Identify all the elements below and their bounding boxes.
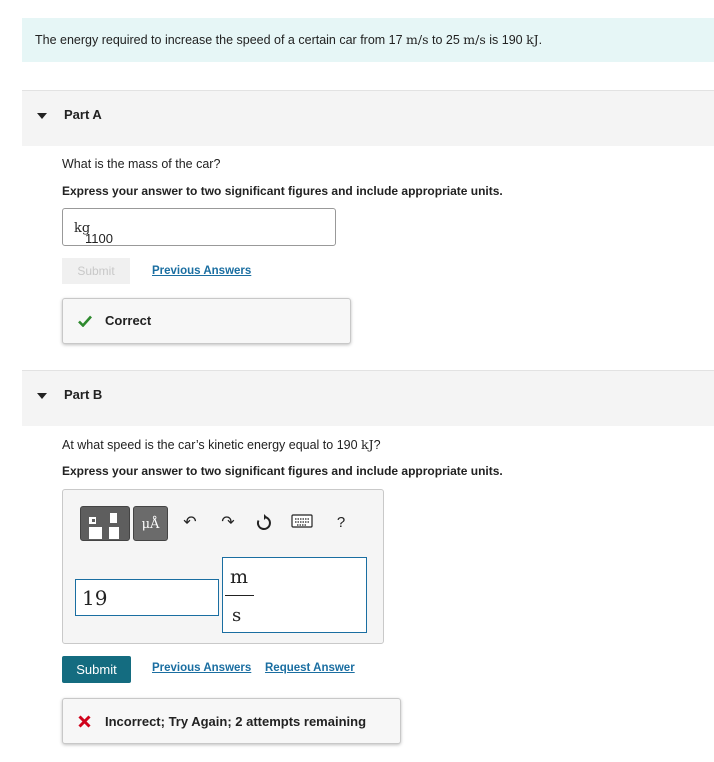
part-b-question: [62, 437, 381, 452]
part-b-question-text: At what speed is the car’s kinetic energy equal to 190: [62, 438, 362, 452]
part-b-instruction: Express your answer to two significant figures and include appropriate units.: [62, 464, 503, 478]
part-a-title: Part A: [64, 107, 102, 122]
speed-value-input[interactable]: [75, 579, 219, 616]
part-b-title: Part B: [64, 387, 103, 402]
part-a-submit-button[interactable]: Submit: [62, 258, 130, 284]
part-b-question-end: ?: [373, 438, 381, 452]
templates-button[interactable]: [80, 506, 130, 541]
undo-icon[interactable]: ↶: [183, 514, 197, 531]
part-b-feedback-text: Incorrect; Try Again; 2 attempts remaining: [105, 714, 367, 729]
units-button[interactable]: μÅ: [133, 506, 168, 541]
problem-text-3: is 190: [485, 33, 527, 47]
fraction-bar: [225, 595, 254, 596]
part-a-answer-field[interactable]: [62, 208, 336, 246]
unit-energy: kJ: [526, 32, 539, 47]
part-a-header[interactable]: [22, 90, 714, 146]
unit-speed-1: m/s: [406, 32, 429, 47]
unit-denominator: s: [232, 605, 242, 626]
part-a-feedback: [62, 298, 351, 344]
part-b-question-unit: kJ: [361, 437, 374, 452]
part-a-answer-unit: kg: [74, 221, 91, 236]
request-answer-link[interactable]: Request Answer: [265, 662, 355, 674]
unit-speed-2: m/s: [463, 32, 486, 47]
collapse-triangle-icon[interactable]: [37, 113, 47, 119]
reset-icon[interactable]: [255, 514, 273, 532]
part-b-feedback: [62, 698, 401, 744]
problem-text-1: The energy required to increase the speed of a certain car from 17: [35, 33, 407, 47]
collapse-triangle-icon[interactable]: [37, 393, 47, 399]
x-icon: [78, 715, 91, 728]
speed-value: 19: [82, 586, 108, 610]
problem-text-4: .: [538, 33, 543, 47]
part-b-submit-button[interactable]: Submit: [62, 656, 131, 683]
part-a-instruction: Express your answer to two significant figures and include appropriate units.: [62, 184, 503, 198]
part-a-feedback-text: Correct: [105, 313, 152, 328]
problem-statement: [22, 18, 714, 62]
unit-numerator: m: [230, 566, 249, 588]
check-icon: [78, 315, 92, 327]
part-a-question: What is the mass of the car?: [62, 157, 221, 171]
part-b-previous-answers-link[interactable]: Previous Answers: [152, 662, 252, 674]
problem-text-2: to 25: [428, 33, 464, 47]
help-icon[interactable]: ?: [336, 514, 346, 531]
templates-icon: [81, 507, 129, 540]
part-b-header[interactable]: [22, 370, 714, 426]
part-a-answer-value: 1100: [85, 231, 113, 246]
keyboard-icon[interactable]: [291, 514, 313, 532]
part-a-previous-answers-link[interactable]: Previous Answers: [152, 265, 252, 277]
redo-icon[interactable]: ↷: [221, 514, 235, 531]
